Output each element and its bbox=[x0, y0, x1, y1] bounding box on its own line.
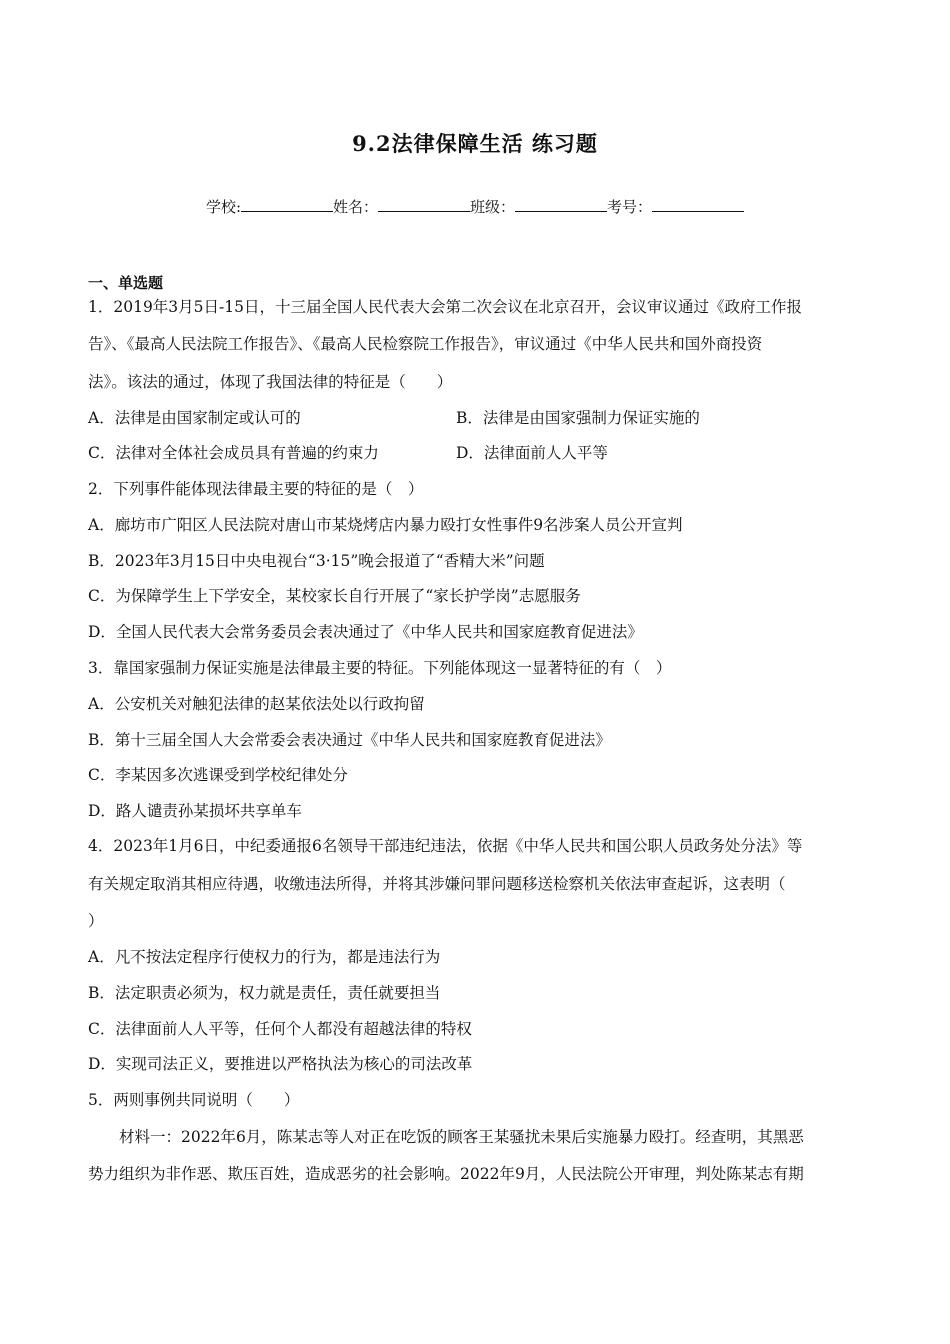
name-label: 姓名： bbox=[333, 198, 379, 216]
school-label: 学校: bbox=[205, 198, 241, 216]
section-heading: 一、单选题 bbox=[88, 274, 164, 292]
q4-option-d: D．实现司法正义，要推进以严格执法为核心的司法改革 bbox=[88, 1055, 473, 1073]
q3-option-a: A．公安机关对触犯法律的赵某依法处以行政拘留 bbox=[88, 695, 425, 713]
q2-option-d: D．全国人民代表大会常务委员会表决通过了《中华人民共和国家庭教育促进法》 bbox=[88, 623, 643, 641]
q4-option-c: C．法律面前人人平等，任何个人都没有超越法律的特权 bbox=[88, 1020, 472, 1038]
q4-stem-line-2: 有关规定取消其相应待遇，收缴违法所得，并将其涉嫌问罪问题移送检察机关依法审查起诉，这表明（ bbox=[88, 875, 786, 893]
student-info-line bbox=[0, 196, 950, 217]
q2-option-c: C．为保障学生上下学安全，某校家长自行开展了“家长护学岗”志愿服务 bbox=[88, 587, 581, 605]
q1-stem-line-2: 告》、《最高人民法院工作报告》、《最高人民检察院工作报告》，审议通过《中华人民共和国外商投资 bbox=[88, 335, 763, 353]
q5-material-1-line-1: 材料一：2022年6月，陈某志等人对正在吃饭的顾客王某骚扰未果后实施暴力殴打。经查明，其黑恶 bbox=[88, 1128, 804, 1146]
id-field[interactable] bbox=[652, 197, 744, 212]
school-field[interactable] bbox=[241, 197, 333, 212]
q2-option-a: A．廊坊市广阳区人民法院对唐山市某烧烤店内暴力殴打女性事件9名涉案人员公开宣判 bbox=[88, 516, 683, 534]
q2-option-b: B．2023年3月15日中央电视台“3·15”晚会报道了“香精大米”问题 bbox=[88, 552, 545, 570]
q2-stem: 2．下列事件能体现法律最主要的特征的是（ ） bbox=[88, 480, 424, 498]
q1-option-a: A．法律是由国家制定或认可的 bbox=[88, 409, 301, 427]
q4-option-a: A．凡不按法定程序行使权力的行为，都是违法行为 bbox=[88, 948, 441, 966]
q3-option-b: B．第十三届全国人大会常委会表决通过《中华人民共和国家庭教育促进法》 bbox=[88, 731, 611, 749]
id-label: 考号： bbox=[607, 198, 653, 216]
name-field[interactable] bbox=[378, 197, 470, 212]
q5-stem: 5．两则事例共同说明（ ） bbox=[88, 1091, 300, 1109]
q4-stem-line-3: ） bbox=[88, 912, 104, 930]
class-label: 班级： bbox=[470, 198, 516, 216]
page-title: 9.2法律保障生活 练习题 bbox=[352, 131, 598, 156]
q5-material-1-line-2: 势力组织为非作恶、欺压百姓，造成恶劣的社会影响。2022年9月，人民法院公开审理，判处陈某志有期 bbox=[88, 1165, 804, 1183]
q4-stem-line-1: 4．2023年1月6日，中纪委通报6名领导干部违纪违法，依据《中华人民共和国公职人员政务处分法》等 bbox=[88, 837, 803, 855]
q3-option-d: D．路人谴责孙某损坏共享单车 bbox=[88, 802, 302, 820]
q1-option-d: D．法律面前人人平等 bbox=[456, 444, 608, 462]
q1-option-c: C．法律对全体社会成员具有普遍的约束力 bbox=[88, 444, 379, 462]
q1-stem-line-1: 1．2019年3月5日-15日，十三届全国人民代表大会第二次会议在北京召开，会议审议通过《政府工作报 bbox=[88, 298, 802, 316]
q4-option-b: B．法定职责必须为，权力就是责任，责任就要担当 bbox=[88, 984, 441, 1002]
q1-stem-line-3: 法》。该法的通过，体现了我国法律的特征是（ ） bbox=[88, 373, 453, 391]
q3-stem: 3．靠国家强制力保证实施是法律最主要的特征。下列能体现这一显著特征的有（ ） bbox=[88, 659, 672, 677]
class-field[interactable] bbox=[515, 197, 607, 212]
q3-option-c: C．李某因多次逃课受到学校纪律处分 bbox=[88, 766, 348, 784]
q1-option-b: B．法律是由国家强制力保证实施的 bbox=[456, 409, 700, 427]
